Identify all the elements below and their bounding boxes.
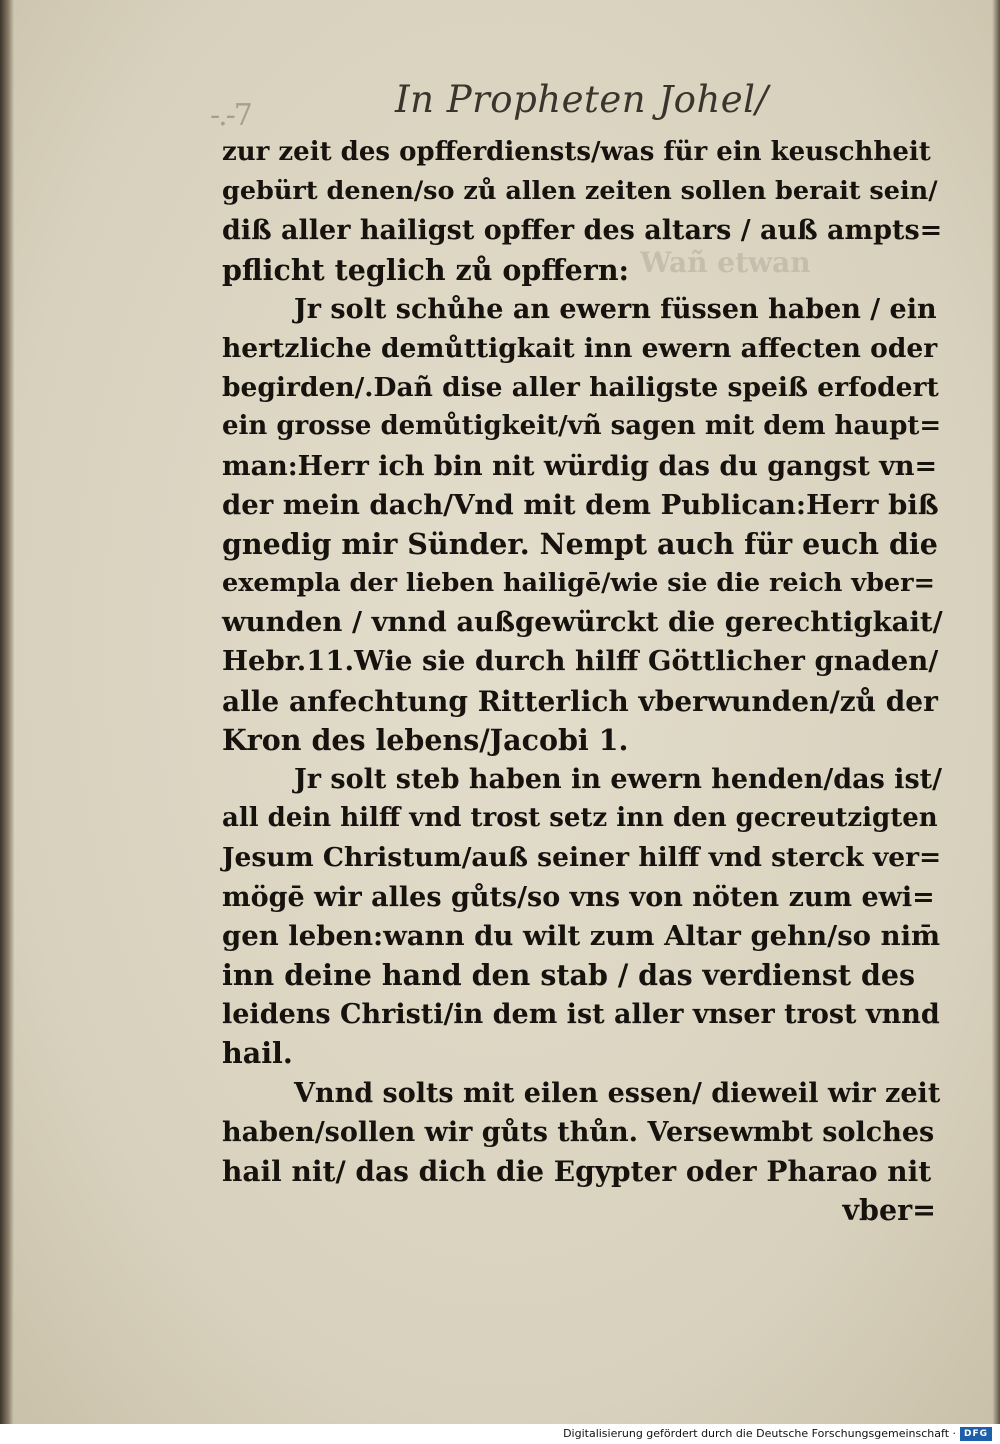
body-text — [222, 133, 942, 1230]
text-line: ein grosse demůtigkeit/vñ sagen mit dem haupt= — [222, 411, 942, 442]
text-line: all dein hilff vnd trost setz inn den gecreutzigten — [222, 803, 938, 834]
text-line: zur zeit des opfferdiensts/was für ein keuschheit — [222, 137, 931, 167]
text-line: leidens Christi/in dem ist aller vnser trost vnnd — [222, 999, 940, 1031]
text-line: man:Herr ich bin nit würdig das du gangst vn= — [222, 450, 938, 482]
text-line: Jr solt steb haben in ewern henden/das ist/ — [294, 764, 942, 795]
text-line: gebürt denen/so zů allen zeiten sollen berait sein/ — [222, 176, 938, 207]
text-line: exempla der lieben hailigē/wie sie die reich vber= — [222, 568, 935, 599]
binding-gutter — [0, 0, 14, 1424]
text-line: gen leben:wann du wilt zum Altar gehn/so nim̄ — [222, 919, 941, 952]
text-line: Vnnd solts mit eilen essen/ dieweil wir zeit — [294, 1077, 941, 1109]
text-line: der mein dach/Vnd mit dem Publican:Herr biß — [222, 488, 939, 521]
text-line: gnedig mir Sünder. Nempt auch für euch die — [222, 526, 938, 561]
page-marks: -.-7 — [210, 98, 251, 133]
bleed-through-text: Wañ etwan — [640, 246, 811, 279]
text-line: mögē wir alles gůts/so vns von nöten zum ewi= — [222, 881, 935, 913]
text-line: diß aller hailigst opffer des altars / auß ampts= — [222, 215, 943, 247]
text-line: hertzliche demůttigkait inn ewern affecten oder — [222, 332, 938, 364]
catchword: vber= — [842, 1193, 936, 1228]
running-head: In Propheten Johel/ — [395, 78, 769, 121]
text-line: inn deine hand den stab / das verdienst des — [222, 957, 916, 992]
footer-bar — [0, 1424, 1000, 1444]
text-line: alle anfechtung Ritterlich vberwunden/zů der — [222, 684, 938, 718]
text-line: begirden/.Dañ dise aller hailigste speiß erfodert — [222, 372, 939, 404]
text-line: Jesum Christum/auß seiner hilff vnd sterck ver= — [222, 842, 942, 874]
text-line: wunden / vnnd außgewürckt die gerechtigkait/ — [222, 606, 943, 639]
text-line: pflicht teglich zů opffern: — [222, 252, 630, 287]
text-line: Kron des lebens/Jacobi 1. — [222, 722, 629, 757]
page-edge — [992, 0, 1000, 1424]
dfg-logo-icon: DFG — [960, 1427, 992, 1441]
text-line: hail nit/ das dich die Egypter oder Pharao nit — [222, 1154, 932, 1188]
text-line: Jr solt schůhe an ewern füssen haben / ein — [294, 293, 937, 325]
text-line: Hebr.11.Wie sie durch hilff Göttlicher gnaden/ — [222, 645, 939, 678]
text-line: hail. — [222, 1036, 293, 1071]
text-line: haben/sollen wir gůts thůn. Versewmbt solches — [222, 1116, 935, 1148]
funding-notice: Digitalisierung gefördert durch die Deutsche Forschungsgemeinschaft · — [563, 1427, 956, 1440]
